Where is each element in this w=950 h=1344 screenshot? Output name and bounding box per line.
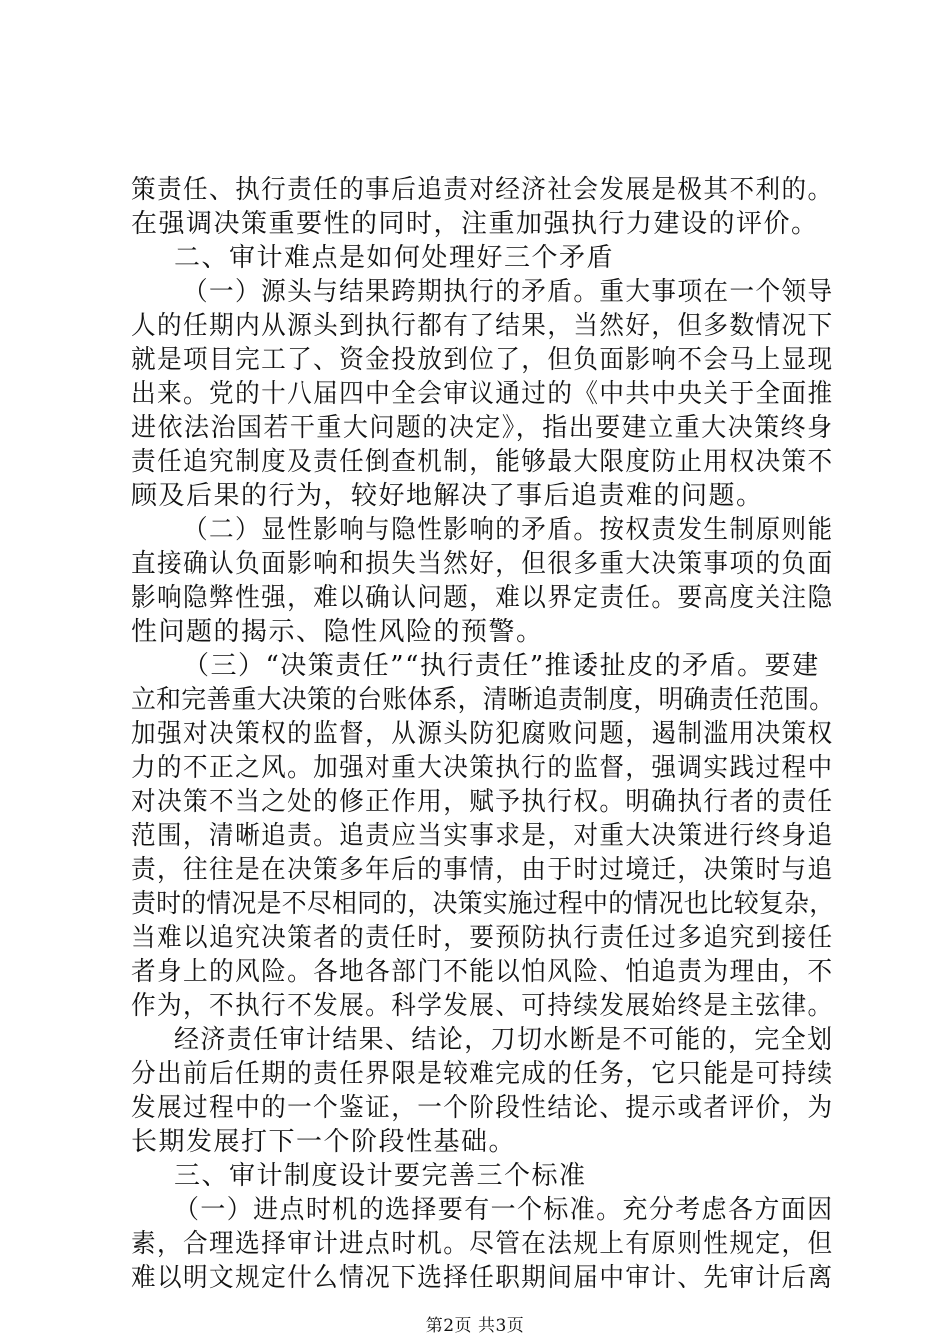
text-line: 分出前后任期的责任界限是较难完成的任务，它只能是可持续 xyxy=(131,1059,834,1089)
text-line: 力的不正之风。加强对重大决策执行的监督，强调实践过程中 xyxy=(131,753,834,783)
text-line: 性问题的揭示、隐性风险的预警。 xyxy=(131,617,544,647)
text-line: 责任追究制度及责任倒查机制，能够最大限度防止用权决策不 xyxy=(131,447,834,477)
text-line: 人的任期内从源头到执行都有了结果，当然好，但多数情况下 xyxy=(131,311,834,341)
text-line: （三）“决策责任”“执行责任”推诿扯皮的矛盾。要建 xyxy=(183,651,820,681)
text-line: 直接确认负面影响和损失当然好，但很多重大决策事项的负面 xyxy=(131,549,834,579)
text-line: 进依法治国若干重大问题的决定》，指出要建立重大决策终身 xyxy=(131,413,834,443)
section-heading: 二、审计难点是如何处理好三个矛盾 xyxy=(174,243,615,273)
text-line: 范围，清晰追责。追责应当实事求是，对重大决策进行终身追 xyxy=(131,821,834,851)
text-line: 经济责任审计结果、结论，刀切水断是不可能的，完全划 xyxy=(174,1025,834,1055)
text-line: 当难以追究决策者的责任时，要预防执行责任过多追究到接任 xyxy=(131,923,834,953)
text-line: 出来。党的十八届四中全会审议通过的《中共中央关于全面推 xyxy=(131,379,834,409)
text-line: 发展过程中的一个鉴证，一个阶段性结论、提示或者评价，为 xyxy=(131,1093,834,1123)
text-line: 在强调决策重要性的同时，注重加强执行力建设的评价。 xyxy=(131,209,819,239)
section-heading: 三、审计制度设计要完善三个标准 xyxy=(174,1161,587,1191)
text-line: 就是项目完工了、资金投放到位了，但负面影响不会马上显现 xyxy=(131,345,834,375)
text-line: 者身上的风险。各地各部门不能以怕风险、怕追责为理由，不 xyxy=(131,957,834,987)
text-line: 加强对决策权的监督，从源头防犯腐败问题，遏制滥用决策权 xyxy=(131,719,834,749)
text-line: 作为，不执行不发展。科学发展、可持续发展始终是主弦律。 xyxy=(131,991,834,1021)
text-line: 素，合理选择审计进点时机。尽管在法规上有原则性规定，但 xyxy=(131,1229,834,1259)
text-line: 长期发展打下一个阶段性基础。 xyxy=(131,1127,517,1157)
page-footer: 第2页 共3页 xyxy=(425,1316,525,1336)
text-line: （一）进点时机的选择要有一个标准。充分考虑各方面因 xyxy=(174,1195,834,1225)
text-line: 责时的情况是不尽相同的，决策实施过程中的情况也比较复杂， xyxy=(131,889,835,919)
text-line: 对决策不当之处的修正作用，赋予执行权。明确执行者的责任 xyxy=(131,787,834,817)
text-line: 责，往往是在决策多年后的事情，由于时过境迁，决策时与追 xyxy=(131,855,834,885)
text-line: 立和完善重大决策的台账体系，清晰追责制度，明确责任范围。 xyxy=(131,685,835,715)
text-line: 影响隐弊性强，难以确认问题，难以界定责任。要高度关注隐 xyxy=(131,583,834,613)
text-line: 顾及后果的行为，较好地解决了事后追责难的问题。 xyxy=(131,481,764,511)
text-line: （二）显性影响与隐性影响的矛盾。按权责发生制原则能 xyxy=(183,515,834,545)
text-line: 策责任、执行责任的事后追责对经济社会发展是极其不利的。 xyxy=(131,175,834,205)
text-line: （一）源头与结果跨期执行的矛盾。重大事项在一个领导 xyxy=(183,277,834,307)
text-line: 难以明文规定什么情况下选择任职期间届中审计、先审计后离 xyxy=(131,1263,834,1293)
